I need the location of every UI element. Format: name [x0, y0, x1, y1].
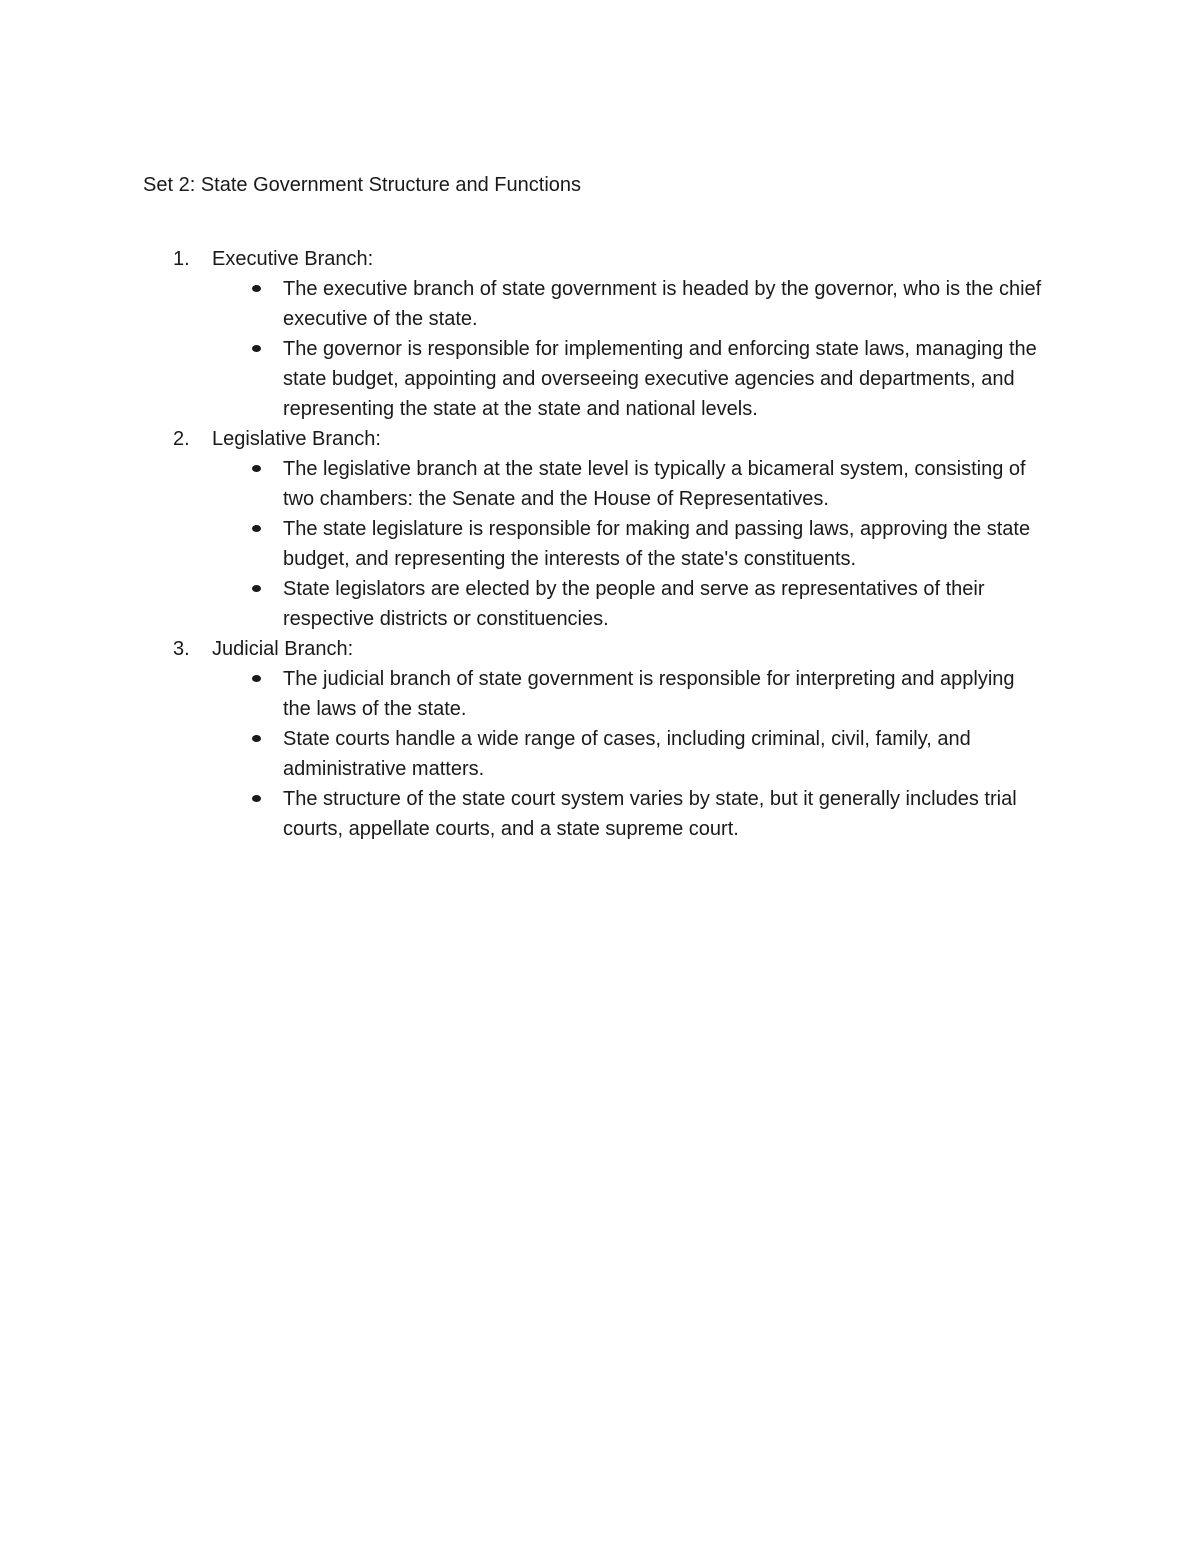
- bullet-text: The legislative branch at the state level is typically a bicameral system, consisting of two chambers: the Senate and the House of Representatives.: [283, 458, 1026, 510]
- section-executive-branch: [143, 244, 1063, 424]
- bullet-icon: [252, 735, 261, 742]
- bullet-item: [212, 454, 1043, 514]
- bullet-icon: [252, 525, 261, 532]
- bullet-list: [212, 274, 1063, 424]
- bullet-icon: [252, 465, 261, 472]
- bullet-text: State courts handle a wide range of cases, including criminal, civil, family, and administrative matters.: [283, 728, 971, 780]
- bullet-text: State legislators are elected by the people and serve as representatives of their respective districts or constituencies.: [283, 578, 985, 630]
- bullet-item: [212, 274, 1043, 334]
- section-number: 1.: [173, 248, 190, 270]
- bullet-icon: [252, 795, 261, 802]
- bullet-text: The structure of the state court system varies by state, but it generally includes trial courts, appellate courts, and a state supreme court.: [283, 788, 1017, 840]
- bullet-text: The judicial branch of state government is responsible for interpreting and applying the laws of the state.: [283, 668, 1015, 720]
- bullet-list: [212, 664, 1063, 844]
- bullet-icon: [252, 585, 261, 592]
- bullet-icon: [252, 345, 261, 352]
- branch-outline: [143, 244, 1063, 844]
- bullet-item: [212, 664, 1043, 724]
- page-title: Set 2: State Government Structure and Functions: [143, 174, 582, 196]
- bullet-icon: [252, 285, 261, 292]
- bullet-item: [212, 574, 1043, 634]
- bullet-item: [212, 724, 1043, 784]
- section-judicial-branch: [143, 634, 1063, 844]
- bullet-list: [212, 454, 1063, 634]
- section-heading: Legislative Branch:: [212, 428, 381, 450]
- bullet-item: [212, 784, 1043, 844]
- bullet-item: [212, 514, 1043, 574]
- section-heading: Executive Branch:: [212, 248, 374, 270]
- bullet-text: The executive branch of state government is headed by the governor, who is the chief executive of the state.: [283, 278, 1042, 330]
- section-legislative-branch: [143, 424, 1063, 634]
- section-heading: Judicial Branch:: [212, 638, 354, 660]
- section-number: 3.: [173, 638, 190, 660]
- bullet-text: The state legislature is responsible for making and passing laws, approving the state budget, and representing the interests of the state's constituents.: [283, 518, 1031, 570]
- bullet-text: The governor is responsible for implementing and enforcing state laws, managing the state budget, appointing and overseeing executive agencies and departments, and representing the state at the state and national levels.: [283, 338, 1037, 420]
- bullet-icon: [252, 675, 261, 682]
- bullet-item: [212, 334, 1043, 424]
- section-number: 2.: [173, 428, 190, 450]
